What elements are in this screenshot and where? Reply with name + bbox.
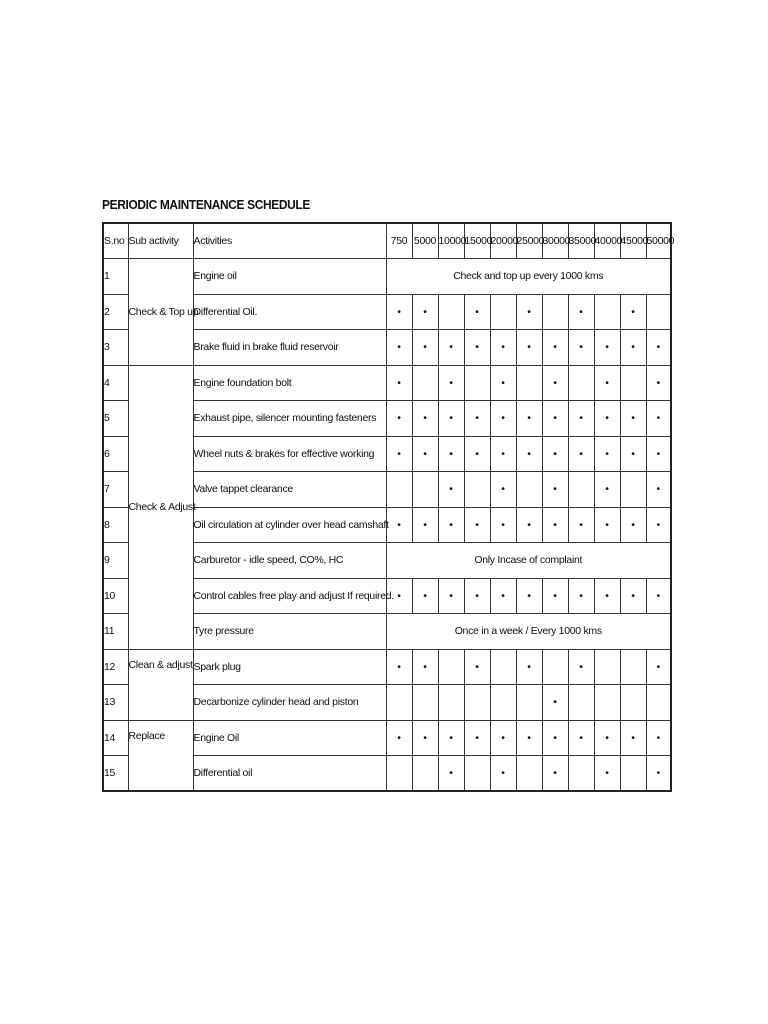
schedule-dot: •	[386, 436, 412, 472]
schedule-dot: •	[490, 365, 516, 401]
schedule-empty-cell	[620, 649, 646, 685]
schedule-dot: •	[412, 649, 438, 685]
activity-label: Tyre pressure	[193, 614, 386, 650]
schedule-dot: •	[386, 578, 412, 614]
schedule-empty-cell	[412, 472, 438, 508]
schedule-dot: •	[412, 401, 438, 437]
schedule-dot: •	[516, 330, 542, 366]
schedule-dot: •	[568, 436, 594, 472]
schedule-empty-cell	[490, 685, 516, 721]
schedule-dot: •	[490, 578, 516, 614]
maintenance-schedule-table	[102, 222, 675, 792]
schedule-dot: •	[412, 578, 438, 614]
row-sno: 13	[103, 685, 128, 721]
schedule-dot: •	[568, 720, 594, 756]
schedule-dot: •	[516, 401, 542, 437]
schedule-empty-cell	[620, 756, 646, 792]
activity-label: Decarbonize cylinder head and piston	[193, 685, 386, 721]
schedule-dot: •	[464, 401, 490, 437]
header-km: 25000	[516, 223, 542, 259]
schedule-dot: •	[490, 472, 516, 508]
header-km: 750	[386, 223, 412, 259]
row-sno: 6	[103, 436, 128, 472]
activity-label: Differential oil	[193, 756, 386, 792]
schedule-dot: •	[646, 472, 671, 508]
schedule-dot: •	[568, 294, 594, 330]
row-sno: 15	[103, 756, 128, 792]
schedule-dot: •	[568, 578, 594, 614]
activity-label: Control cables free play and adjust If required.	[193, 578, 386, 614]
schedule-empty-cell	[412, 365, 438, 401]
schedule-dot: •	[464, 507, 490, 543]
activity-label: Valve tappet clearance	[193, 472, 386, 508]
schedule-dot: •	[594, 720, 620, 756]
schedule-note: Check and top up every 1000 kms	[386, 259, 671, 295]
schedule-dot: •	[646, 507, 671, 543]
schedule-dot: •	[620, 578, 646, 614]
schedule-empty-cell	[646, 685, 671, 721]
schedule-dot: •	[620, 401, 646, 437]
schedule-dot: •	[542, 472, 568, 508]
schedule-dot: •	[516, 436, 542, 472]
table-row	[103, 259, 671, 295]
schedule-dot: •	[568, 507, 594, 543]
schedule-dot: •	[542, 365, 568, 401]
schedule-dot: •	[438, 436, 464, 472]
schedule-dot: •	[438, 401, 464, 437]
schedule-empty-cell	[438, 649, 464, 685]
schedule-empty-cell	[568, 365, 594, 401]
schedule-dot: •	[464, 649, 490, 685]
schedule-dot: •	[516, 578, 542, 614]
schedule-dot: •	[646, 649, 671, 685]
schedule-empty-cell	[594, 649, 620, 685]
schedule-empty-cell	[516, 756, 542, 792]
row-sno: 4	[103, 365, 128, 401]
row-sno: 9	[103, 543, 128, 579]
schedule-note: Once in a week / Every 1000 kms	[386, 614, 671, 650]
schedule-empty-cell	[464, 756, 490, 792]
schedule-empty-cell	[594, 294, 620, 330]
schedule-empty-cell	[542, 649, 568, 685]
schedule-empty-cell	[594, 685, 620, 721]
schedule-dot: •	[438, 578, 464, 614]
header-km: 35000	[568, 223, 594, 259]
schedule-empty-cell	[568, 472, 594, 508]
schedule-dot: •	[490, 507, 516, 543]
schedule-dot: •	[542, 685, 568, 721]
activity-label: Engine foundation bolt	[193, 365, 386, 401]
activity-label: Brake fluid in brake fluid reservoir	[193, 330, 386, 366]
schedule-empty-cell	[464, 472, 490, 508]
schedule-empty-cell	[568, 685, 594, 721]
schedule-dot: •	[464, 294, 490, 330]
schedule-dot: •	[542, 720, 568, 756]
activity-label: Differential Oil.	[193, 294, 386, 330]
schedule-dot: •	[438, 330, 464, 366]
schedule-empty-cell	[490, 294, 516, 330]
schedule-empty-cell	[490, 649, 516, 685]
schedule-dot: •	[386, 401, 412, 437]
row-sno: 12	[103, 649, 128, 685]
page-title: PERIODIC MAINTENANCE SCHEDULE	[102, 197, 310, 212]
schedule-dot: •	[620, 294, 646, 330]
table-row	[103, 720, 671, 756]
row-sno: 14	[103, 720, 128, 756]
schedule-empty-cell	[620, 685, 646, 721]
header-km: 40000	[594, 223, 620, 259]
activity-label: Oil circulation at cylinder over head camshaft	[193, 507, 386, 543]
schedule-dot: •	[490, 401, 516, 437]
row-sno: 8	[103, 507, 128, 543]
row-sno: 3	[103, 330, 128, 366]
schedule-dot: •	[516, 294, 542, 330]
schedule-dot: •	[542, 507, 568, 543]
schedule-empty-cell	[464, 365, 490, 401]
schedule-dot: •	[438, 365, 464, 401]
schedule-dot: •	[568, 401, 594, 437]
row-sno: 5	[103, 401, 128, 437]
schedule-dot: •	[594, 756, 620, 792]
schedule-dot: •	[542, 401, 568, 437]
schedule-dot: •	[386, 720, 412, 756]
schedule-dot: •	[542, 578, 568, 614]
schedule-empty-cell	[620, 365, 646, 401]
sub-activity-label: Replace	[128, 720, 193, 791]
schedule-dot: •	[464, 436, 490, 472]
header-km: 45000	[620, 223, 646, 259]
header-km: 20000	[490, 223, 516, 259]
schedule-dot: •	[490, 330, 516, 366]
schedule-dot: •	[386, 330, 412, 366]
schedule-dot: •	[464, 578, 490, 614]
schedule-empty-cell	[516, 472, 542, 508]
schedule-dot: •	[412, 294, 438, 330]
schedule-empty-cell	[386, 756, 412, 792]
schedule-dot: •	[516, 507, 542, 543]
schedule-empty-cell	[542, 294, 568, 330]
schedule-dot: •	[594, 472, 620, 508]
schedule-dot: •	[620, 330, 646, 366]
header-km: 30000	[542, 223, 568, 259]
schedule-dot: •	[464, 720, 490, 756]
activity-label: Exhaust pipe, silencer mounting fasteners	[193, 401, 386, 437]
schedule-dot: •	[412, 330, 438, 366]
header-km: 50000	[646, 223, 671, 259]
schedule-dot: •	[594, 578, 620, 614]
schedule-dot: •	[542, 330, 568, 366]
header-sub-activity: Sub activity	[128, 223, 193, 259]
sub-activity-label: Check & Adjust	[128, 365, 193, 649]
schedule-dot: •	[516, 649, 542, 685]
schedule-empty-cell	[412, 685, 438, 721]
activity-label: Wheel nuts & brakes for effective working	[193, 436, 386, 472]
schedule-dot: •	[620, 436, 646, 472]
schedule-empty-cell	[438, 294, 464, 330]
schedule-dot: •	[386, 294, 412, 330]
row-sno: 7	[103, 472, 128, 508]
schedule-dot: •	[568, 649, 594, 685]
sub-activity-label: Clean & adjust	[128, 649, 193, 720]
schedule-empty-cell	[568, 756, 594, 792]
schedule-dot: •	[594, 507, 620, 543]
schedule-dot: •	[646, 436, 671, 472]
schedule-dot: •	[646, 578, 671, 614]
header-km: 10000	[438, 223, 464, 259]
schedule-dot: •	[646, 401, 671, 437]
schedule-note: Only Incase of complaint	[386, 543, 671, 579]
sub-activity-label: Check & Top up	[128, 259, 193, 366]
activity-label: Carburetor - idle speed, CO%, HC	[193, 543, 386, 579]
schedule-dot: •	[386, 507, 412, 543]
schedule-dot: •	[412, 436, 438, 472]
schedule-dot: •	[438, 720, 464, 756]
schedule-dot: •	[594, 401, 620, 437]
schedule-dot: •	[646, 756, 671, 792]
header-km: 15000	[464, 223, 490, 259]
schedule-dot: •	[386, 365, 412, 401]
schedule-dot: •	[490, 720, 516, 756]
schedule-empty-cell	[438, 685, 464, 721]
schedule-empty-cell	[386, 685, 412, 721]
row-sno: 1	[103, 259, 128, 295]
schedule-dot: •	[412, 720, 438, 756]
schedule-dot: •	[594, 436, 620, 472]
row-sno: 11	[103, 614, 128, 650]
activity-label: Engine Oil	[193, 720, 386, 756]
schedule-dot: •	[646, 330, 671, 366]
header-activities: Activities	[193, 223, 386, 259]
schedule-dot: •	[490, 756, 516, 792]
schedule-empty-cell	[620, 472, 646, 508]
header-row	[103, 223, 671, 259]
schedule-empty-cell	[646, 294, 671, 330]
activity-label: Engine oil	[193, 259, 386, 295]
schedule-dot: •	[542, 436, 568, 472]
schedule-dot: •	[594, 330, 620, 366]
row-sno: 10	[103, 578, 128, 614]
schedule-dot: •	[438, 472, 464, 508]
schedule-dot: •	[386, 649, 412, 685]
activity-label: Spark plug	[193, 649, 386, 685]
schedule-dot: •	[438, 756, 464, 792]
schedule-dot: •	[620, 507, 646, 543]
schedule-dot: •	[646, 720, 671, 756]
table-row	[103, 365, 671, 401]
schedule-dot: •	[646, 365, 671, 401]
header-km: 5000	[412, 223, 438, 259]
schedule-empty-cell	[412, 756, 438, 792]
schedule-dot: •	[464, 330, 490, 366]
schedule-dot: •	[490, 436, 516, 472]
schedule-empty-cell	[464, 685, 490, 721]
header-sno: S.no	[103, 223, 128, 259]
schedule-dot: •	[438, 507, 464, 543]
table-row	[103, 649, 671, 685]
schedule-dot: •	[620, 720, 646, 756]
schedule-dot: •	[568, 330, 594, 366]
schedule-empty-cell	[386, 472, 412, 508]
schedule-dot: •	[594, 365, 620, 401]
schedule-empty-cell	[516, 685, 542, 721]
schedule-dot: •	[542, 756, 568, 792]
schedule-empty-cell	[516, 365, 542, 401]
schedule-dot: •	[412, 507, 438, 543]
schedule-dot: •	[516, 720, 542, 756]
row-sno: 2	[103, 294, 128, 330]
